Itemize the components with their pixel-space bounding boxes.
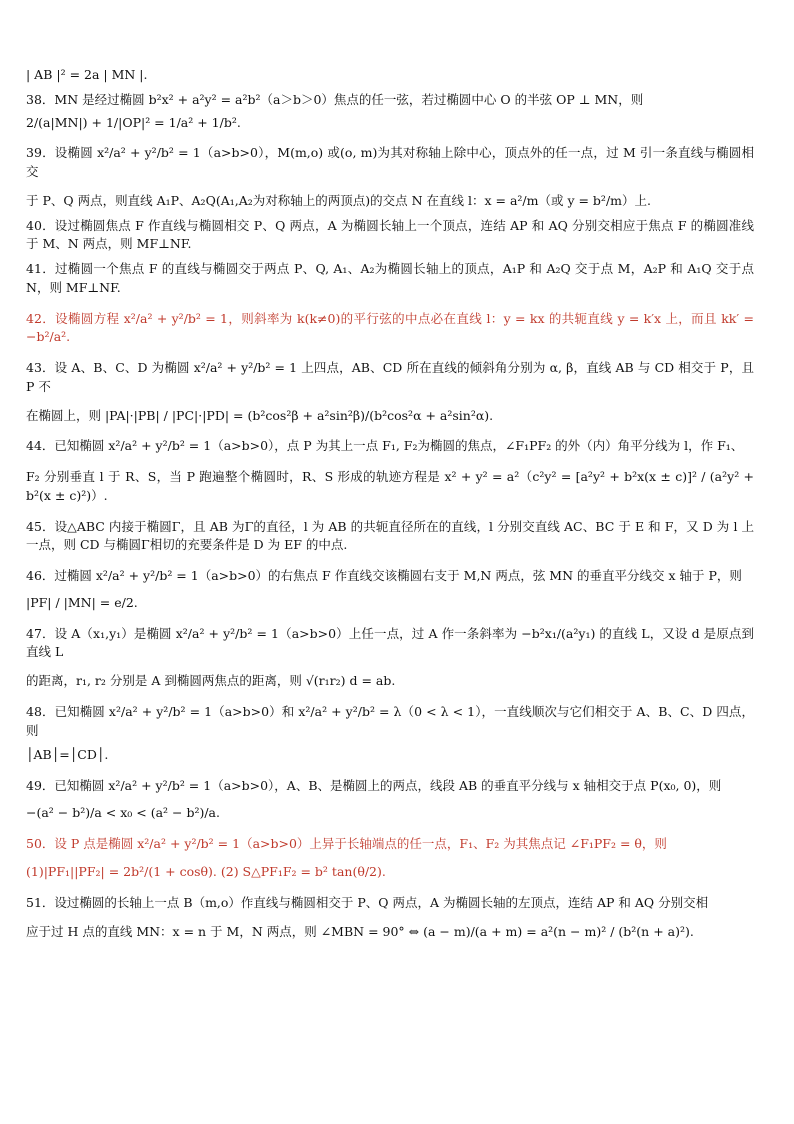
item-50-line1: 50．设 P 点是椭圆 x²/a² + y²/b² = 1（a>b>0）上异于长轴端点的任一点，F₁、F₂ 为其焦点记 ∠F₁PF₂ = θ，则: [26, 835, 667, 851]
item-49: [26, 777, 754, 823]
item-46-line1: 46．过椭圆 x²/a² + y²/b² = 1（a>b>0）的右焦点 F 作直线交该椭圆右支于 M,N 两点，弦 MN 的垂直平分线交 x 轴于 P，则: [26, 568, 742, 583]
item-39: [26, 144, 754, 210]
item-47: [26, 625, 754, 691]
item-47-line1: 47．设 A（x₁,y₁）是椭圆 x²/a² + y²/b² = 1（a>b>0）上任一点，过 A 作一条斜率为 −b²x₁/(a²y₁) 的直线 L，又设 d 是原点到直线 L: [26, 625, 754, 660]
item-41: 41．过椭圆一个焦点 F 的直线与椭圆交于两点 P、Q, A₁、A₂为椭圆长轴上的顶点，A₁P 和 A₂Q 交于点 M，A₂P 和 A₁Q 交于点 N，则 MF⊥NF.: [26, 261, 754, 295]
item-50-line2: (1)|PF₁||PF₂| = 2b²/(1 + cosθ). (2) S△PF₁F₂ = b² tan(θ/2).: [26, 864, 386, 880]
item-43-line1: 43．设 A、B、C、D 为椭圆 x²/a² + y²/b² = 1 上四点，AB、CD 所在直线的倾斜角分别为 α, β，直线 AB 与 CD 相交于 P，且 P 不: [26, 360, 754, 394]
item-38: [26, 91, 754, 133]
item-39-line2: 于 P、Q 两点，则直线 A₁P、A₂Q(A₁,A₂为对称轴上的两顶点)的交点 N 在直线 l：x = a²/m（或 y = b²/m）上.: [26, 192, 651, 208]
item-44: [26, 437, 754, 505]
item-45: 45．设△ABC 内接于椭圆Γ，且 AB 为Γ的直径，l 为 AB 的共轭直径所在的直线，l 分别交直线 AC、BC 于 E 和 F，又 D 为 l 上一点，则 CD 与椭圆Γ相切的充要条件是 D 为 EF 的中点.: [26, 518, 754, 553]
item-38-line1: 38．MN 是经过椭圆 b²x² + a²y² = a²b²（a＞b＞0）焦点的任一弦，若过椭圆中心 O 的半弦 OP ⊥ MN，则: [26, 91, 644, 107]
item-51-line1: 51．设过椭圆的长轴上一点 B（m,o）作直线与椭圆相交于 P、Q 两点，A 为椭圆长轴的左顶点，连结 AP 和 AQ 分别交相: [26, 895, 709, 910]
item-43: [26, 359, 754, 425]
item-46-formula: |PF| / |MN| = e/2.: [26, 594, 138, 610]
item-49-formula: −(a² − b²)/a < x₀ < (a² − b²)/a.: [26, 804, 220, 820]
item-46: [26, 567, 754, 613]
item-51-line2: 应于过 H 点的直线 MN：x = n 于 M，N 两点，则 ∠MBN = 90° ⇔ (a − m)/(a + m) = a²(n − m)² / (b²(n + a)²).: [26, 923, 694, 939]
item-44-line2: F₂ 分别垂直 l 于 R、S，当 P 跑遍整个椭圆时，R、S 形成的轨迹方程是 x² + y² = a²（c²y² = [a²y² + b²x(x ± c)]² / (a²y² + b²(x ± c)²)）.: [26, 469, 754, 503]
item-50: [26, 835, 754, 883]
item-continuation: [26, 66, 754, 85]
item-38-formula: 2/(a|MN|) + 1/|OP|² = 1/a² + 1/b².: [26, 114, 241, 130]
item-51: [26, 894, 754, 942]
item-47-line2: 的距离，r₁, r₂ 分别是 A 到椭圆两焦点的距离，则 √(r₁r₂) d = ab.: [26, 673, 396, 688]
item-48-line1: 48．已知椭圆 x²/a² + y²/b² = 1（a>b>0）和 x²/a² + y²/b² = λ（0 < λ < 1），一直线顺次与它们相交于 A、B、C、D 四点，则: [26, 703, 754, 738]
item-44-line1: 44．已知椭圆 x²/a² + y²/b² = 1（a>b>0），点 P 为其上一点 F₁, F₂为椭圆的焦点，∠F₁PF₂ 的外（内）角平分线为 l，作 F₁、: [26, 438, 744, 454]
item-39-line1: 39．设椭圆 x²/a² + y²/b² = 1（a>b>0），M(m,o) 或(o, m)为其对称轴上除中心，顶点外的任一点，过 M 引一条直线与椭圆相交: [26, 145, 754, 179]
item-43-line2: 在椭圆上，则 |PA|·|PB| / |PC|·|PD| = (b²cos²β + a²sin²β)/(b²cos²α + a²sin²α).: [26, 407, 494, 423]
item-48: [26, 703, 754, 765]
item-49-line1: 49．已知椭圆 x²/a² + y²/b² = 1（a>b>0），A、B、是椭圆上的两点，线段 AB 的垂直平分线与 x 轴相交于点 P(x₀, 0)，则: [26, 778, 722, 793]
item-40: 40．设过椭圆焦点 F 作直线与椭圆相交 P、Q 两点，A 为椭圆长轴上一个顶点，连结 AP 和 AQ 分别交相应于焦点 F 的椭圆准线于 M、N 两点，则 MF⊥NF.: [26, 217, 754, 252]
item-42: 42．设椭圆方程 x²/a² + y²/b² = 1，则斜率为 k(k≠0)的平行弦的中点必在直线 l：y = kx 的共轭直线 y = k′x 上，而且 kk′ = −b²/a².: [26, 310, 754, 345]
item-48-line2: │AB│=│CD│.: [26, 747, 109, 763]
formula-ab-2a-mn: | AB |² = 2a | MN |.: [26, 67, 148, 82]
